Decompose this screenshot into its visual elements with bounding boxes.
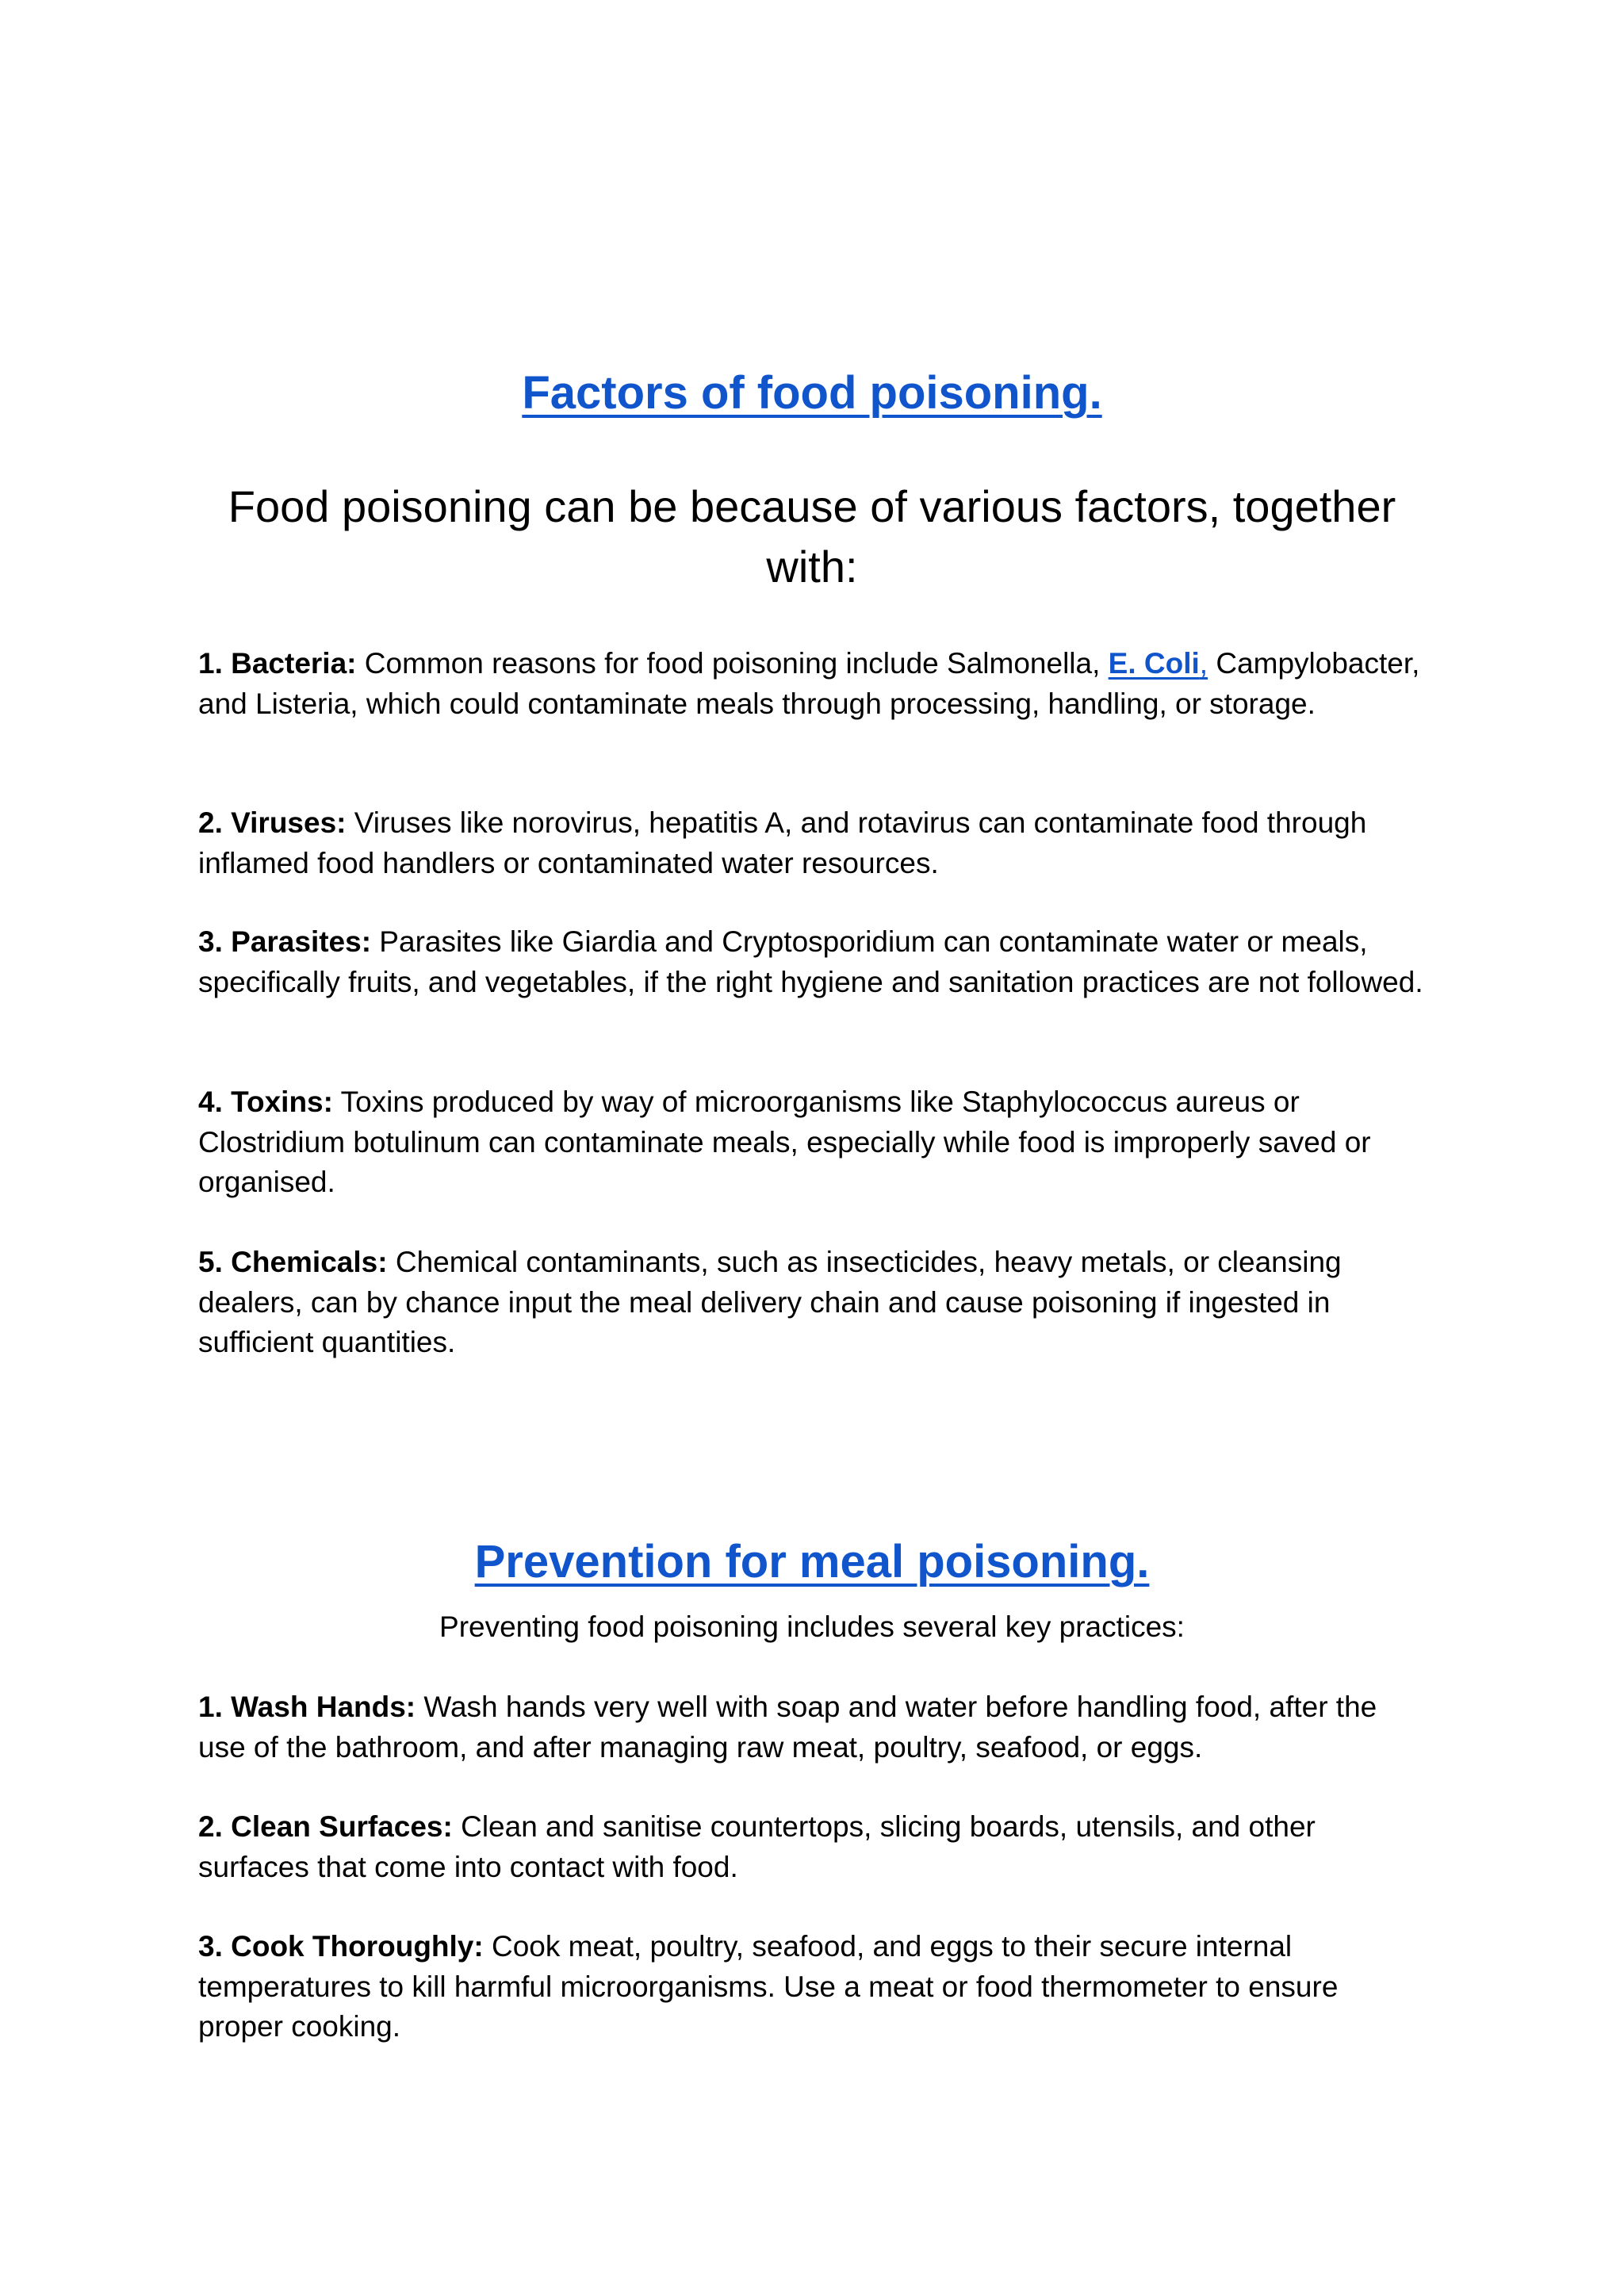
section-prevention-intro: Preventing food poisoning includes several key practices: xyxy=(439,1610,1185,1643)
factor-label: 2. Viruses: xyxy=(198,806,347,839)
factor-text: Common reasons for food poisoning include Salmonella, xyxy=(356,647,1109,680)
section-prevention-title xyxy=(198,1534,1426,1590)
prevention-text: Cook meat, poultry, seafood, and eggs to their secure internal temperatures to kill harmful microorganisms. Use a meat or food thermometer to ensure proper cooking. xyxy=(198,1930,1339,2043)
factor-item-chemicals xyxy=(198,1243,1426,1363)
factor-text: Parasites like Giardia and Cryptosporidium can contaminate water or meals, specifically fruits, and vegetables, if the right hygiene and sanitation practices are not followed. xyxy=(198,925,1423,998)
section-factors-title xyxy=(198,366,1426,421)
e-coli-link-suffix[interactable]: , xyxy=(1199,647,1208,680)
prevention-item-cook-thoroughly xyxy=(198,1927,1426,2047)
factor-text: Campylobacter, and Listeria, which could contaminate meals through processing, handling, or storage. xyxy=(198,647,1420,720)
prevention-label: 3. Cook Thoroughly: xyxy=(198,1930,484,1963)
factor-label: 1. Bacteria: xyxy=(198,647,357,680)
factor-label: 4. Toxins: xyxy=(198,1086,333,1118)
prevention-item-wash-hands xyxy=(198,1687,1426,1767)
prevention-item-clean-surfaces xyxy=(198,1807,1426,1887)
section-factors-title-link[interactable]: Factors of food poisoning. xyxy=(522,367,1102,419)
section-prevention xyxy=(198,1534,1426,1590)
factor-text: Viruses like norovirus, hepatitis A, and rotavirus can contaminate food through inflamed food handlers or contaminated water resources. xyxy=(198,806,1367,879)
section-factors-intro: Food poisoning can be because of various factors, together with: xyxy=(228,481,1396,592)
prevention-text: Wash hands very well with soap and water before handling food, after the use of the bathroom, and after managing raw meat, poultry, seafood, or eggs. xyxy=(198,1691,1377,1764)
factor-text: Chemical contaminants, such as insecticides, heavy metals, or cleansing dealers, can by chance input the meal delivery chain and cause poisoning if ingested in sufficient quantities. xyxy=(198,1246,1342,1358)
prevention-label: 1. Wash Hands: xyxy=(198,1691,416,1723)
factor-label: 5. Chemicals: xyxy=(198,1246,388,1278)
section-prevention-title-link[interactable]: Prevention for meal poisoning. xyxy=(474,1536,1150,1587)
factor-item-bacteria xyxy=(198,644,1426,724)
e-coli-link[interactable]: E. Coli xyxy=(1108,647,1200,680)
factor-item-viruses xyxy=(198,803,1426,883)
factor-text: Toxins produced by way of microorganisms like Staphylococcus aureus or Clostridium botulinum can contaminate meals, especially while food is improperly saved or organised. xyxy=(198,1086,1371,1198)
section-factors xyxy=(198,366,1426,421)
factor-item-toxins xyxy=(198,1082,1426,1203)
factor-item-parasites xyxy=(198,922,1426,1002)
factor-label: 3. Parasites: xyxy=(198,925,372,958)
prevention-label: 2. Clean Surfaces: xyxy=(198,1810,453,1843)
prevention-text: Clean and sanitise countertops, slicing boards, utensils, and other surfaces that come into contact with food. xyxy=(198,1810,1316,1883)
